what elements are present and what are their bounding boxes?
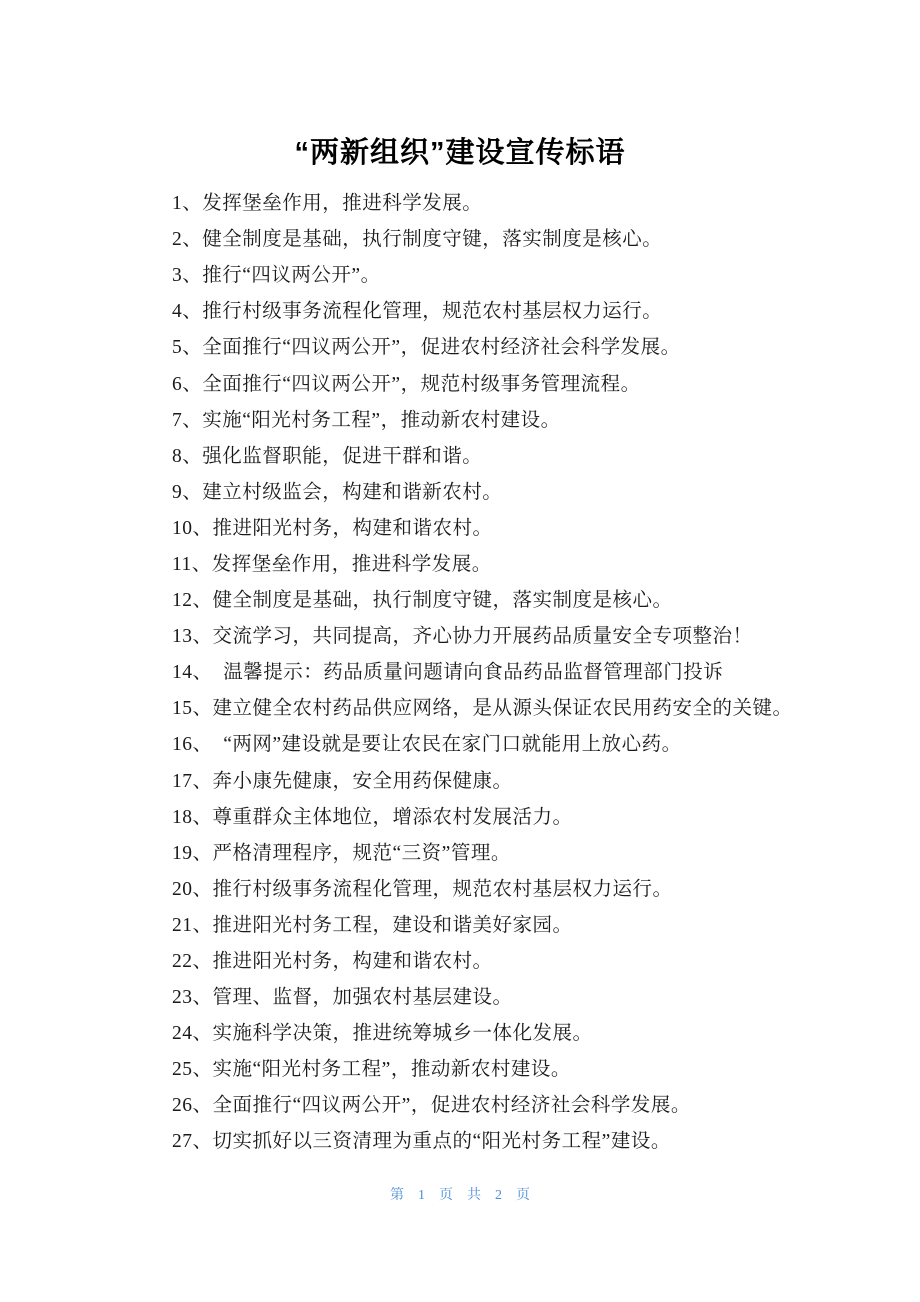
slogan-item [172,436,810,472]
footer-total-label: 共 [467,1188,481,1203]
slogan-text: 建立村级监会，构建和谐新农村。 [202,481,503,503]
slogan-text: 推行村级事务流程化管理，规范农村基层权力运行。 [202,301,663,323]
slogan-number: 8、 [172,445,203,467]
slogan-text: 交流学习，共同提高，齐心协力开展药品质量安全专项整治！ [212,626,753,648]
slogan-item [172,255,810,291]
slogan-text: 实施科学决策，推进统筹城乡一体化发展。 [212,1023,593,1045]
slogan-number: 2、 [172,229,203,251]
slogan-item [172,219,810,255]
slogan-text: 推行“四议两公开”。 [202,265,381,287]
slogan-text: 健全制度是基础，执行制度守键，落实制度是核心。 [212,590,673,612]
slogan-item [172,905,810,941]
slogan-text: 强化监督职能，促进干群和谐。 [202,445,483,467]
slogan-text: 全面推行“四议两公开”，规范村级事务管理流程。 [202,373,641,395]
page-title: “两新组织”建设宣传标语 [294,137,626,169]
slogan-text: 全面推行“四议两公开”，促进农村经济社会科学发展。 [202,337,681,359]
slogan-text: 建立健全农村药品供应网络，是从源头保证农民用药安全的关键。 [212,698,793,720]
slogan-item [172,400,810,436]
footer-page-label-suffix: 页 [516,1188,530,1203]
slogan-number: 4、 [172,301,203,323]
slogan-text: 推进阳光村务，构建和谐农村。 [212,951,493,973]
slogan-item [172,1121,810,1157]
slogan-item [172,327,810,363]
slogan-number: 7、 [172,409,203,431]
slogan-text: 发挥堡垒作用，推进科学发展。 [202,193,483,215]
slogan-number: 16、 [172,734,213,756]
slogan-number: 13、 [172,626,213,648]
slogan-number: 23、 [172,987,213,1009]
slogan-number: 1、 [172,193,203,215]
slogan-number: 12、 [172,590,213,612]
slogan-item [172,291,810,327]
slogan-number: 6、 [172,373,203,395]
slogan-number: 25、 [172,1059,213,1081]
slogan-item [172,652,810,688]
slogan-item [172,544,810,580]
slogan-number: 5、 [172,337,203,359]
slogan-item [172,472,810,508]
slogan-item [172,616,810,652]
slogan-item [172,869,810,905]
slogan-text: 推进阳光村务，构建和谐农村。 [212,517,493,539]
slogan-text: 温馨提示：药品质量问题请向食品药品监督管理部门投诉 [212,662,724,684]
footer-total-page-number: 2 [495,1188,502,1203]
slogan-number: 10、 [172,517,213,539]
slogan-text: 健全制度是基础，执行制度守键，落实制度是核心。 [202,229,663,251]
slogan-text: “两网”建设就是要让农民在家门口就能用上放心药。 [212,734,682,756]
slogan-list [172,183,810,1158]
slogan-number: 3、 [172,265,203,287]
slogan-text: 严格清理程序，规范“三资”管理。 [212,842,511,864]
slogan-number: 19、 [172,842,213,864]
slogan-text: 实施“阳光村务工程”，推动新农村建设。 [212,1059,571,1081]
slogan-text: 奔小康先健康，安全用药保健康。 [212,770,513,792]
slogan-text: 切实抓好以三资清理为重点的“阳光村务工程”建设。 [212,1131,671,1153]
slogan-number: 27、 [172,1131,213,1153]
slogan-number: 24、 [172,1023,213,1045]
slogan-item [172,183,810,219]
slogan-number: 21、 [172,914,213,936]
slogan-item [172,688,810,724]
slogan-number: 9、 [172,481,203,503]
slogan-item [172,941,810,977]
page-footer [0,1186,920,1206]
slogan-item [172,363,810,399]
slogan-number: 26、 [172,1095,213,1117]
slogan-text: 全面推行“四议两公开”，促进农村经济社会科学发展。 [212,1095,691,1117]
slogan-item [172,1013,810,1049]
slogan-item [172,977,810,1013]
slogan-item [172,724,810,760]
slogan-text: 发挥堡垒作用，推进科学发展。 [211,553,492,575]
footer-page-label: 页 [439,1188,453,1203]
slogan-number: 18、 [172,806,213,828]
slogan-item [172,508,810,544]
slogan-text: 推行村级事务流程化管理，规范农村基层权力运行。 [212,878,673,900]
slogan-item [172,1085,810,1121]
slogan-text: 实施“阳光村务工程”，推动新农村建设。 [202,409,561,431]
slogan-item [172,833,810,869]
slogan-item [172,761,810,797]
slogan-number: 11、 [172,553,212,575]
footer-current-page-number: 1 [418,1188,425,1203]
slogan-number: 22、 [172,951,213,973]
footer-page-label-prefix: 第 [390,1188,404,1203]
slogan-text: 推进阳光村务工程，建设和谐美好家园。 [212,914,573,936]
slogan-number: 17、 [172,770,213,792]
slogan-item [172,580,810,616]
slogan-text: 管理、监督，加强农村基层建设。 [212,987,513,1009]
slogan-item [172,1049,810,1085]
slogan-item [172,797,810,833]
slogan-text: 尊重群众主体地位，增添农村发展活力。 [212,806,573,828]
slogan-number: 20、 [172,878,213,900]
slogan-number: 14、 [172,662,213,684]
slogan-number: 15、 [172,698,213,720]
